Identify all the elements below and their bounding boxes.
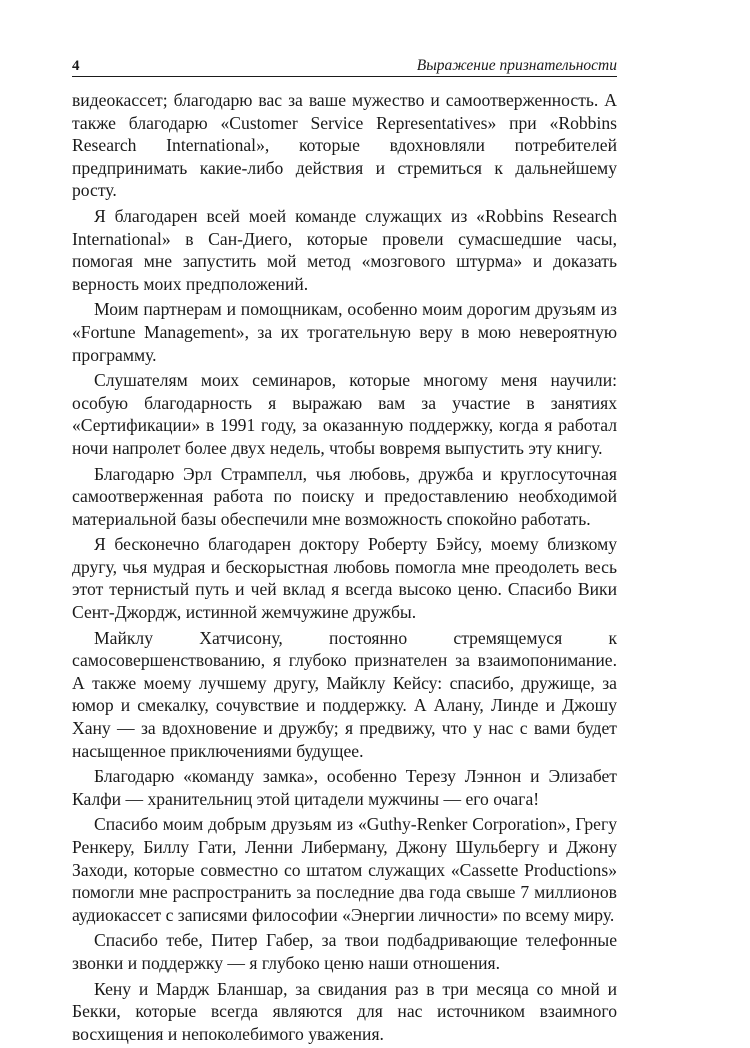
book-page <box>72 54 617 1048</box>
page-number: 4 <box>72 58 80 74</box>
paragraph: Я бесконечно благодарен доктору Роберту Бэйсу, моему близкому другу, чья мудрая и бескорыстная любовь помогла мне преодолеть весь этот тернистый путь и чей вклад я всегда высоко ценю. Спасибо Вики Сент-Джордж, истинной жемчужине дружбы. <box>72 534 617 623</box>
paragraph: Спасибо моим добрым друзьям из «Guthy-Renker Corporation», Грегу Ренкеру, Биллу Гати, Ленни Либерману, Джону Шульбергу и Джону Заходи, которые совместно со штатом служащих «Cassette Productions» помогли мне распространить за последние два года свыше 7 миллионов аудиокассет с записями философии «Энергии личности» по всему миру. <box>72 814 617 925</box>
paragraph: Майклу Хатчисону, постоянно стремящемуся к самосовершенствованию, я глубоко признателен за взаимопонимание. А также моему лучшему другу, Майклу Кейсу: спасибо, дружище, за юмор и смекалку, сочувствие и поддержку. А Алану, Линде и Джошу Хану — за вдохновение и дружбу; я предвижу, что у нас с вами будет насыщенное приключениями будущее. <box>72 627 617 761</box>
paragraph: Благодарю «команду замка», особенно Терезу Лэннон и Элизабет Калфи — хранительниц этой цитадели мужчины — его очага! <box>72 766 617 809</box>
paragraph: Благодарю Эрл Стрампелл, чья любовь, дружба и круглосуточная самоотверженная работа по поиску и предоставлению необходимой материальной базы обеспечили мне возможность спокойно работать. <box>72 463 617 529</box>
paragraph: Кену и Мардж Бланшар, за свидания раз в три месяца со мной и Бекки, которые всегда являются для нас источником взаимного восхищения и непоколебимого уважения. <box>72 978 617 1044</box>
paragraph: Моим партнерам и помощникам, особенно моим дорогим друзьям из «Fortune Management», за их трогательную веру в мою невероятную программу. <box>72 299 617 365</box>
running-head <box>72 54 617 77</box>
paragraph: Слушателям моих семинаров, которые многому меня научили: особую благодарность я выражаю вам за участие в занятиях «Сертификации» в 1991 году, за оказанную поддержку, когда я работал ночи напролет более двух недель, чтобы вовремя выпустить эту книгу. <box>72 370 617 458</box>
paragraph-continued: видеокассет; благодарю вас за ваше мужество и самоотверженность. А также благодарю «Customer Service Representatives» при «Robbins Research International», которые вдохновляли потребителей предпринимать какие-либо действия и стремиться к дальнейшему росту. <box>72 90 617 201</box>
paragraph: Спасибо тебе, Питер Габер, за твои подбадривающие телефонные звонки и поддержку — я глубоко ценю наши отношения. <box>72 930 617 973</box>
paragraph: Я благодарен всей моей команде служащих из «Robbins Research International» в Сан-Диего, которые провели сумасшедшие часы, помогая мне запустить мой метод «мозгового штурма» и доказать верность моих предположений. <box>72 205 617 294</box>
section-title: Выражение признательности <box>416 57 617 74</box>
body-text <box>72 89 617 1045</box>
